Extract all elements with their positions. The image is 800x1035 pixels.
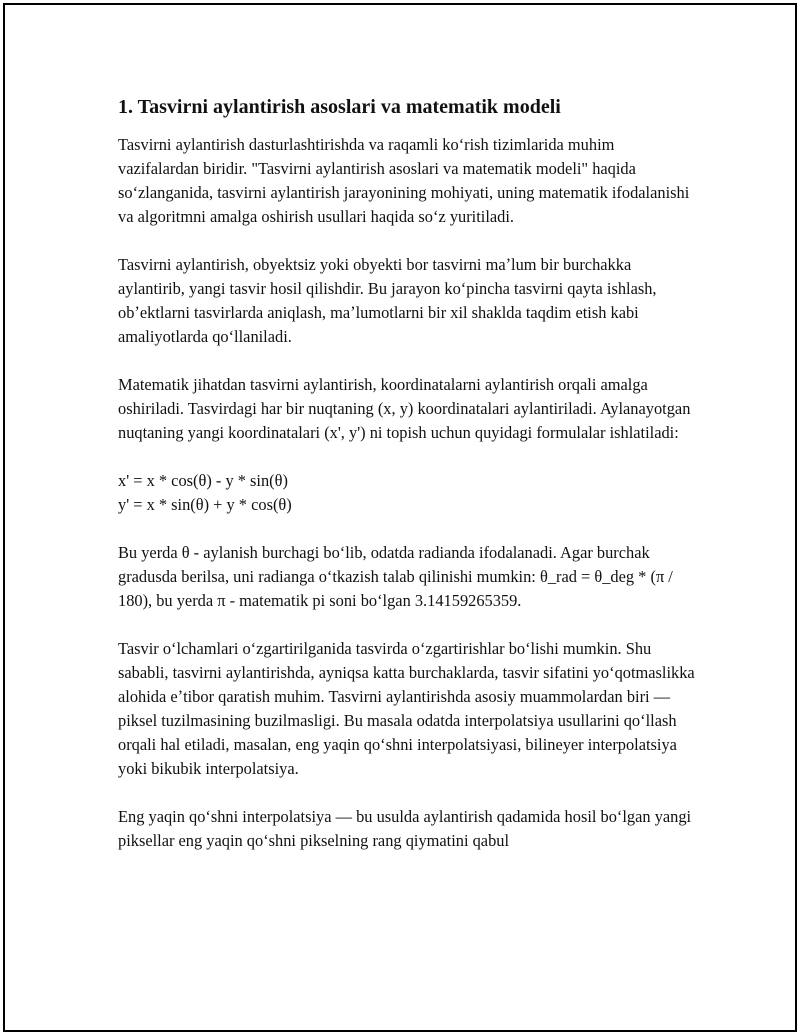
paragraph-math: Matematik jihatdan tasvirni aylantirish, koordinatalarni aylantirish orqali amalga oshiriladi. Tasvirdagi har bir nuqtaning (x, y) koordinatalari aylantiriladi. Aylanayotgan nuqtaning yangi koordinatalari (x', y') ni topish uchun quyidagi formulalar ishlatiladi: xyxy=(118,375,691,442)
rotation-formulas xyxy=(118,469,698,517)
paragraph-nearest-neighbor: Eng yaqin qoʻshni interpolatsiya — bu usulda aylantirish qadamida hosil boʻlgan yangi piksellar eng yaqin qoʻshni pikselning rang qiymatini qabul xyxy=(118,807,692,850)
formula-x: x' = x * cos(θ) - y * sin(θ) xyxy=(118,471,288,490)
formula-y: y' = x * sin(θ) + y * cos(θ) xyxy=(118,495,292,514)
paragraph-definition: Tasvirni aylantirish, obyektsiz yoki obyekti bor tasvirni maʼlum bir burchakka aylantirib, yangi tasvir hosil qilishdir. Bu jarayon koʻpincha tasvirni qayta ishlash, obʼektlarni tasvirlarda aniqlash, maʼlumotlarni bir xil shaklda taqdim etish kabi amaliyotlarda qoʻllaniladi. xyxy=(118,255,657,346)
paragraph-angle: Bu yerda θ - aylanish burchagi boʻlib, odatda radianda ifodalanadi. Agar burchak gradusda berilsa, uni radianga oʻtkazish talab qilinishi mumkin: θ_rad = θ_deg * (π / 180), bu yerda π - matematik pi soni boʻlgan 3.14159265359. xyxy=(118,543,673,610)
section-title: 1. Tasvirni aylantirish asoslari va matematik modeli xyxy=(118,96,561,118)
paragraph-intro: Tasvirni aylantirish dasturlashtirishda va raqamli koʻrish tizimlarida muhim vazifalardan biridir. "Tasvirni aylantirish asoslari va matematik modeli" haqida soʻzlanganida, tasvirni aylantirish jarayonining mohiyati, uning matematik ifodalanishi va algoritmni amalga oshirish usullari haqida soʻz yuritiladi. xyxy=(118,135,690,226)
document-body xyxy=(118,94,698,877)
paragraph-quality: Tasvir oʻlchamlari oʻzgartirilganida tasvirda oʻzgartirishlar boʻlishi mumkin. Shu sababli, tasvirni aylantirishda, ayniqsa katta burchaklarda, tasvir sifatini yoʻqotmaslikka alohida eʼtibor qaratish muhim. Tasvirni aylantirishda asosiy muammolardan biri — piksel tuzilmasining buzilmasligi. Bu masala odatda interpolatsiya usullarini qoʻllash orqali hal etiladi, masalan, eng yaqin qoʻshni interpolatsiyasi, bilineyer interpolatsiya yoki bikubik interpolatsiya. xyxy=(118,639,695,778)
